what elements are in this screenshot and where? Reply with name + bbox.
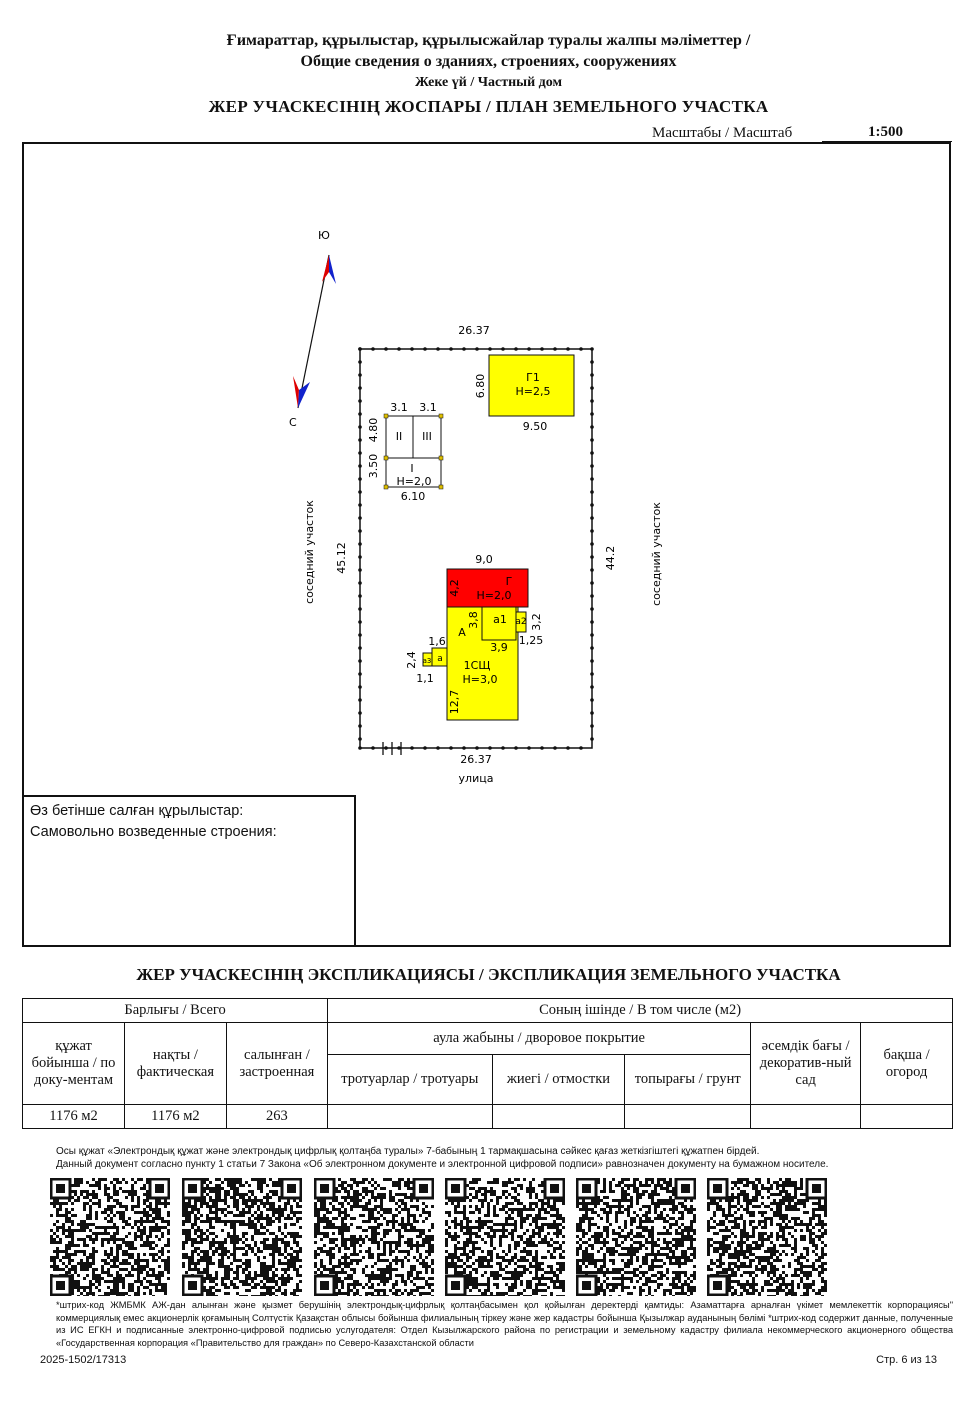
unauthorized-buildings-box bbox=[22, 795, 356, 947]
header-line-3: Жеке үй / Частный дом bbox=[414, 75, 562, 90]
house-height: Н=3,0 bbox=[462, 673, 498, 686]
building-g1-dim-h: 6.80 bbox=[474, 373, 487, 399]
header-line-1: Ғимараттар, құрылыстар, құрылысжайлар туралы жалпы мәліметтер / bbox=[226, 32, 751, 49]
header-line-2: Общие сведения о зданиях, строениях, сооружениях bbox=[300, 53, 677, 70]
annex-a-dim-h: 2,4 bbox=[405, 651, 418, 669]
col-vegetable: бақша / огород bbox=[861, 1023, 953, 1105]
col-including: Соның ішінде / В том числе (м2) bbox=[328, 999, 953, 1023]
building-1 bbox=[367, 401, 443, 503]
qr-code-3 bbox=[314, 1178, 434, 1296]
val-built: 263 bbox=[226, 1105, 327, 1129]
annex-a1-label: а1 bbox=[493, 613, 507, 626]
neighbor-right-label: соседний участок bbox=[650, 502, 663, 606]
col-garden: әсемдік бағы / декоратив-ный сад bbox=[751, 1023, 861, 1105]
dim-top: 26.37 bbox=[458, 324, 490, 337]
annex-a2-label: а2 bbox=[515, 617, 527, 627]
scale-value: 1:500 bbox=[868, 124, 903, 140]
house-label: 1СЩ bbox=[463, 659, 491, 672]
building-g-label: Г bbox=[505, 575, 513, 588]
building-1-label-i: I bbox=[410, 462, 414, 475]
building-g1-label: Г1 bbox=[526, 371, 540, 384]
dim-bottom: 26.37 bbox=[460, 753, 492, 766]
qr-code-1 bbox=[50, 1178, 170, 1296]
building-g1-dim-w: 9.50 bbox=[522, 420, 548, 433]
dim-left: 45.12 bbox=[335, 542, 348, 574]
qr-code-5 bbox=[576, 1178, 696, 1296]
building-1-label-ii: II bbox=[395, 430, 403, 443]
val-actual: 1176 м2 bbox=[125, 1105, 227, 1129]
building-g1-height: Н=2,5 bbox=[515, 385, 551, 398]
building-1-height: Н=2,0 bbox=[396, 475, 432, 488]
annex-a-dim-w: 1,6 bbox=[428, 635, 446, 648]
building-1-dim-h-upper: 4.80 bbox=[367, 417, 380, 443]
val-sidewalks bbox=[328, 1105, 492, 1129]
annex-a-dim-small: 1,1 bbox=[416, 672, 434, 685]
qr-code-4 bbox=[445, 1178, 565, 1296]
legal-note-kz: Осы құжат «Электрондық құжат және электрондық цифрлық қолтаңба туралы» 7-бабының 1 тармақшасына сәйкес қағаз жеткізгіштегі құжатпен бірдей. bbox=[56, 1146, 760, 1157]
building-1-label-iii: III bbox=[422, 430, 432, 443]
unauthorized-ru: Самовольно возведенные строения: bbox=[30, 824, 277, 840]
unauthorized-kz: Өз бетінше салған құрылыстар: bbox=[30, 803, 244, 819]
annex-a2-dim-h: 3,2 bbox=[530, 613, 543, 631]
building-1-dim-w: 6.10 bbox=[400, 490, 426, 503]
document-number: 2025-1502/17313 bbox=[40, 1354, 127, 1366]
legal-note-ru: Данный документ согласно пункту 1 статьи 7 Закона «Об электронном документе и электронной цифровой подписи» равнозначен документу на бумажном носителе. bbox=[56, 1159, 829, 1170]
annex-a1-dim-w: 3,9 bbox=[490, 641, 508, 654]
compass-arrow bbox=[289, 229, 336, 429]
house-building bbox=[405, 553, 543, 720]
qr-code-2 bbox=[182, 1178, 302, 1296]
val-blind-area bbox=[492, 1105, 625, 1129]
col-built: салынған / застроенная bbox=[226, 1023, 327, 1105]
annex-a3-label: а3 bbox=[422, 657, 432, 665]
val-vegetable bbox=[861, 1105, 953, 1129]
building-g1 bbox=[474, 355, 574, 433]
col-total: Барлығы / Всего bbox=[23, 999, 328, 1023]
explication-table bbox=[22, 998, 953, 1129]
scale-label: Масштабы / Масштаб bbox=[652, 125, 793, 141]
house-label-a: А bbox=[458, 626, 466, 639]
col-blind-area: жиегі / отмостки bbox=[492, 1055, 625, 1105]
building-1-dim-top-a: 3.1 bbox=[390, 401, 408, 414]
plan-title: ЖЕР УЧАСКЕСІНІҢ ЖОСПАРЫ / ПЛАН ЗЕМЕЛЬНОГО УЧАСТКА bbox=[208, 97, 769, 116]
compass-south-label: Ю bbox=[318, 229, 330, 242]
val-by-docs: 1176 м2 bbox=[23, 1105, 125, 1129]
col-sidewalks: тротуарлар / тротуары bbox=[328, 1055, 492, 1105]
compass-north-label: С bbox=[289, 416, 297, 429]
building-1-dim-h-lower: 3.50 bbox=[367, 453, 380, 479]
street-label: улица bbox=[458, 772, 494, 785]
building-1-dim-top-b: 3.1 bbox=[419, 401, 437, 414]
page-number: Стр. 6 из 13 bbox=[876, 1354, 937, 1366]
qr-code-6 bbox=[707, 1178, 827, 1296]
building-g-height: Н=2,0 bbox=[476, 589, 512, 602]
barcode-footnote: *штрих-код ЖМБМК АЖ-дан алынған және қызмет берушінің электрондық-цифрлық қолтаңбасымен қол қойылған деректерді қамтиды: Азаматтарға арналған үкімет мемлекеттік корпорациясы" коммерциялық емес акционерлік қоғамының Солтүстік Қазақстан облысы бойынша филиалының тіркеу және жер кадастры бойынша Қызылжар ауданының бөлімі *штрих-код содержит данные, полученные из ИС ЕГКН и подписанные электронно-цифровой подписью услугодателя: Отдел Кызылжарского района по регистрации и земельному кадастру филиала некоммерческого акционерного общества «Государственная корпорация «Правительство для граждан» по Северо-Казахстанской области bbox=[56, 1300, 953, 1348]
col-actual: нақты / фактическая bbox=[125, 1023, 227, 1105]
col-by-docs: құжат бойынша / по доку-ментам bbox=[23, 1023, 125, 1105]
annex-a1-dim-h: 3,8 bbox=[467, 611, 480, 629]
dim-right: 44.2 bbox=[604, 545, 617, 571]
col-ground: топырағы / грунт bbox=[625, 1055, 751, 1105]
col-yard: аула жабыны / дворовое покрытие bbox=[328, 1023, 751, 1055]
explication-title: ЖЕР УЧАСКЕСІНІҢ ЭКСПЛИКАЦИЯСЫ / ЭКСПЛИКАЦИЯ ЗЕМЕЛЬНОГО УЧАСТКА bbox=[136, 965, 841, 984]
building-g-dim-w: 9,0 bbox=[475, 553, 493, 566]
neighbor-left-label: соседний участок bbox=[303, 500, 316, 604]
house-dim-h: 12,7 bbox=[448, 689, 461, 715]
annex-a2-dim-w: 1,25 bbox=[518, 634, 544, 647]
val-ground bbox=[625, 1105, 751, 1129]
val-garden bbox=[751, 1105, 861, 1129]
building-g-dim-h: 4,2 bbox=[448, 579, 461, 597]
annex-a-label: а bbox=[437, 654, 443, 664]
